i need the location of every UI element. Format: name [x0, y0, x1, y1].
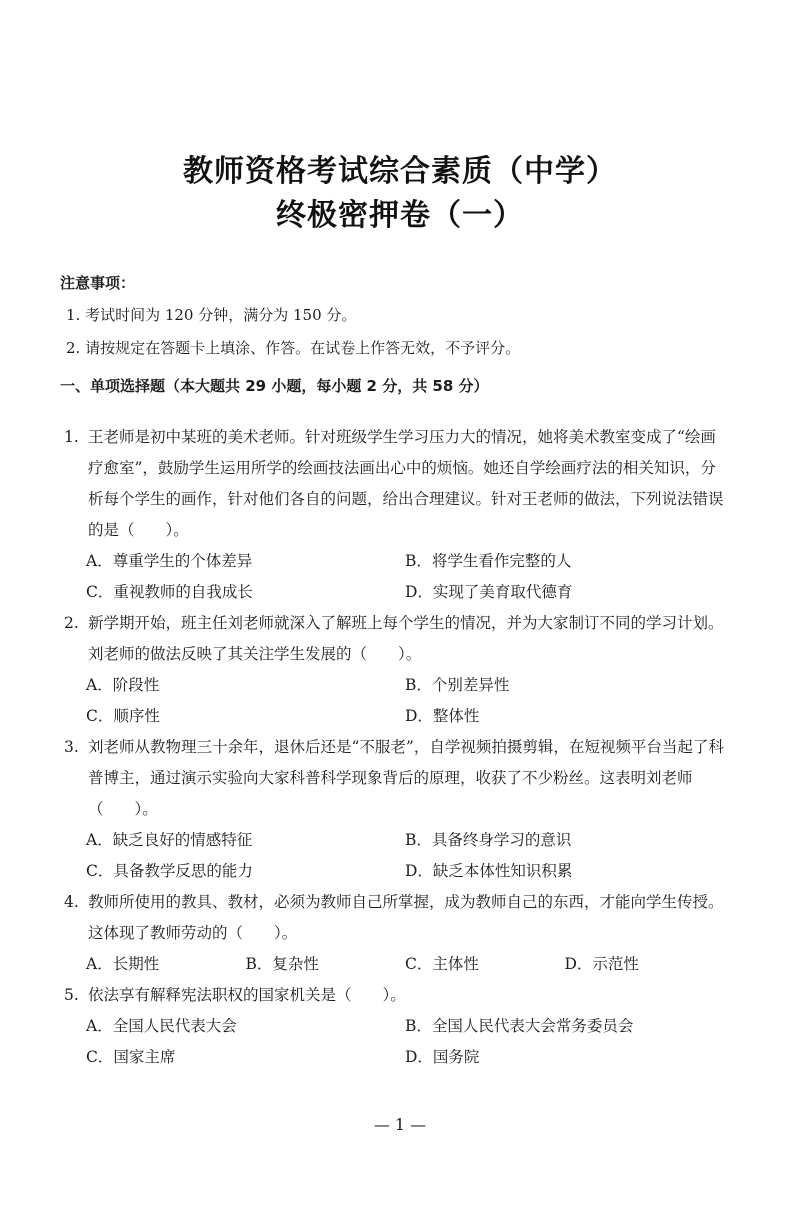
option-b: B．具备终身学习的意识: [405, 831, 572, 849]
option-a: A．阶段性: [86, 676, 160, 694]
question-number: 1.: [64, 428, 79, 446]
question-1: [64, 422, 724, 608]
question-stem: [64, 887, 724, 949]
option-a: A．全国人民代表大会: [86, 1017, 237, 1035]
title-line-1: 教师资格考试综合素质（中学）: [183, 154, 617, 189]
exam-title: [0, 150, 800, 238]
option-list: [64, 825, 724, 887]
option-d: D．国务院: [405, 1048, 480, 1066]
question-text: 王老师是初中某班的美术老师。针对班级学生学习压力大的情况，她将美术教室变成了“绘画疗愈室”，鼓励学生运用所学的绘画技法画出心中的烦恼。她还自学绘画疗法的相关知识，分析每个学生的画作，针对他们各自的问题，给出合理建议。针对王老师的做法，下列说法错误的是（ ）。: [88, 428, 724, 539]
note-item: 1. 考试时间为 120 分钟，满分为 150 分。: [66, 306, 357, 324]
option-list: [64, 546, 724, 608]
page-number: — 1 —: [373, 1115, 427, 1134]
question-3: [64, 732, 724, 887]
question-stem: [64, 608, 724, 670]
question-2: [64, 608, 724, 732]
notes-heading: 注意事项：: [60, 274, 136, 292]
question-5: [64, 980, 724, 1073]
section-heading: 一、单项选择题（本大题共 29 小题，每小题 2 分，共 58 分）: [60, 377, 489, 395]
option-c: C．具备教学反思的能力: [86, 862, 253, 880]
option-a: A．缺乏良好的情感特征: [86, 831, 253, 849]
question-text: 新学期开始，班主任刘老师就深入了解班上每个学生的情况，并为大家制订不同的学习计划。刘老师的做法反映了其关注学生发展的（ ）。: [88, 614, 724, 663]
question-number: 3.: [64, 738, 79, 756]
question-stem: [64, 422, 724, 546]
question-text: 刘老师从教物理三十余年，退休后还是“不服老”，自学视频拍摄剪辑，在短视频平台当起了科普博主，通过演示实验向大家科普科学现象背后的原理，收获了不少粉丝。这表明刘老师（ ）。: [88, 738, 724, 818]
option-c: C．主体性: [405, 955, 479, 973]
option-c: C．重视教师的自我成长: [86, 583, 253, 601]
option-list: [64, 1011, 724, 1073]
option-d: D．整体性: [405, 707, 480, 725]
option-c: C．国家主席: [86, 1048, 176, 1066]
option-d: D．实现了美育取代德育: [405, 583, 573, 601]
option-c: C．顺序性: [86, 707, 160, 725]
question-4: [64, 887, 724, 980]
question-text: 教师所使用的教具、教材，必须为教师自己所掌握，成为教师自己的东西，才能向学生传授。这体现了教师劳动的（ ）。: [88, 893, 724, 942]
option-a: A．尊重学生的个体差异: [86, 552, 253, 570]
notes-section: [60, 271, 760, 369]
question-number: 5.: [64, 986, 79, 1004]
title-line-2: 终极密押卷（一）: [276, 198, 524, 233]
question-text: 依法享有解释宪法职权的国家机关是（ ）。: [88, 986, 406, 1004]
option-list: [64, 670, 724, 732]
option-b: B．复杂性: [245, 955, 319, 973]
option-d: D．示范性: [564, 955, 639, 973]
option-a: A．长期性: [86, 955, 160, 973]
option-b: B．将学生看作完整的人: [405, 552, 572, 570]
option-d: D．缺乏本体性知识积累: [405, 862, 573, 880]
option-b: B．全国人民代表大会常务委员会: [405, 1017, 634, 1035]
question-stem: [64, 980, 724, 1011]
note-item: 2. 请按规定在答题卡上填涂、作答。在试卷上作答无效，不予评分。: [66, 339, 521, 357]
question-number: 2.: [64, 614, 79, 632]
option-list: [64, 949, 724, 980]
option-b: B．个别差异性: [405, 676, 510, 694]
question-stem: [64, 732, 724, 825]
question-number: 4.: [64, 893, 79, 911]
question-list: [64, 422, 724, 1073]
